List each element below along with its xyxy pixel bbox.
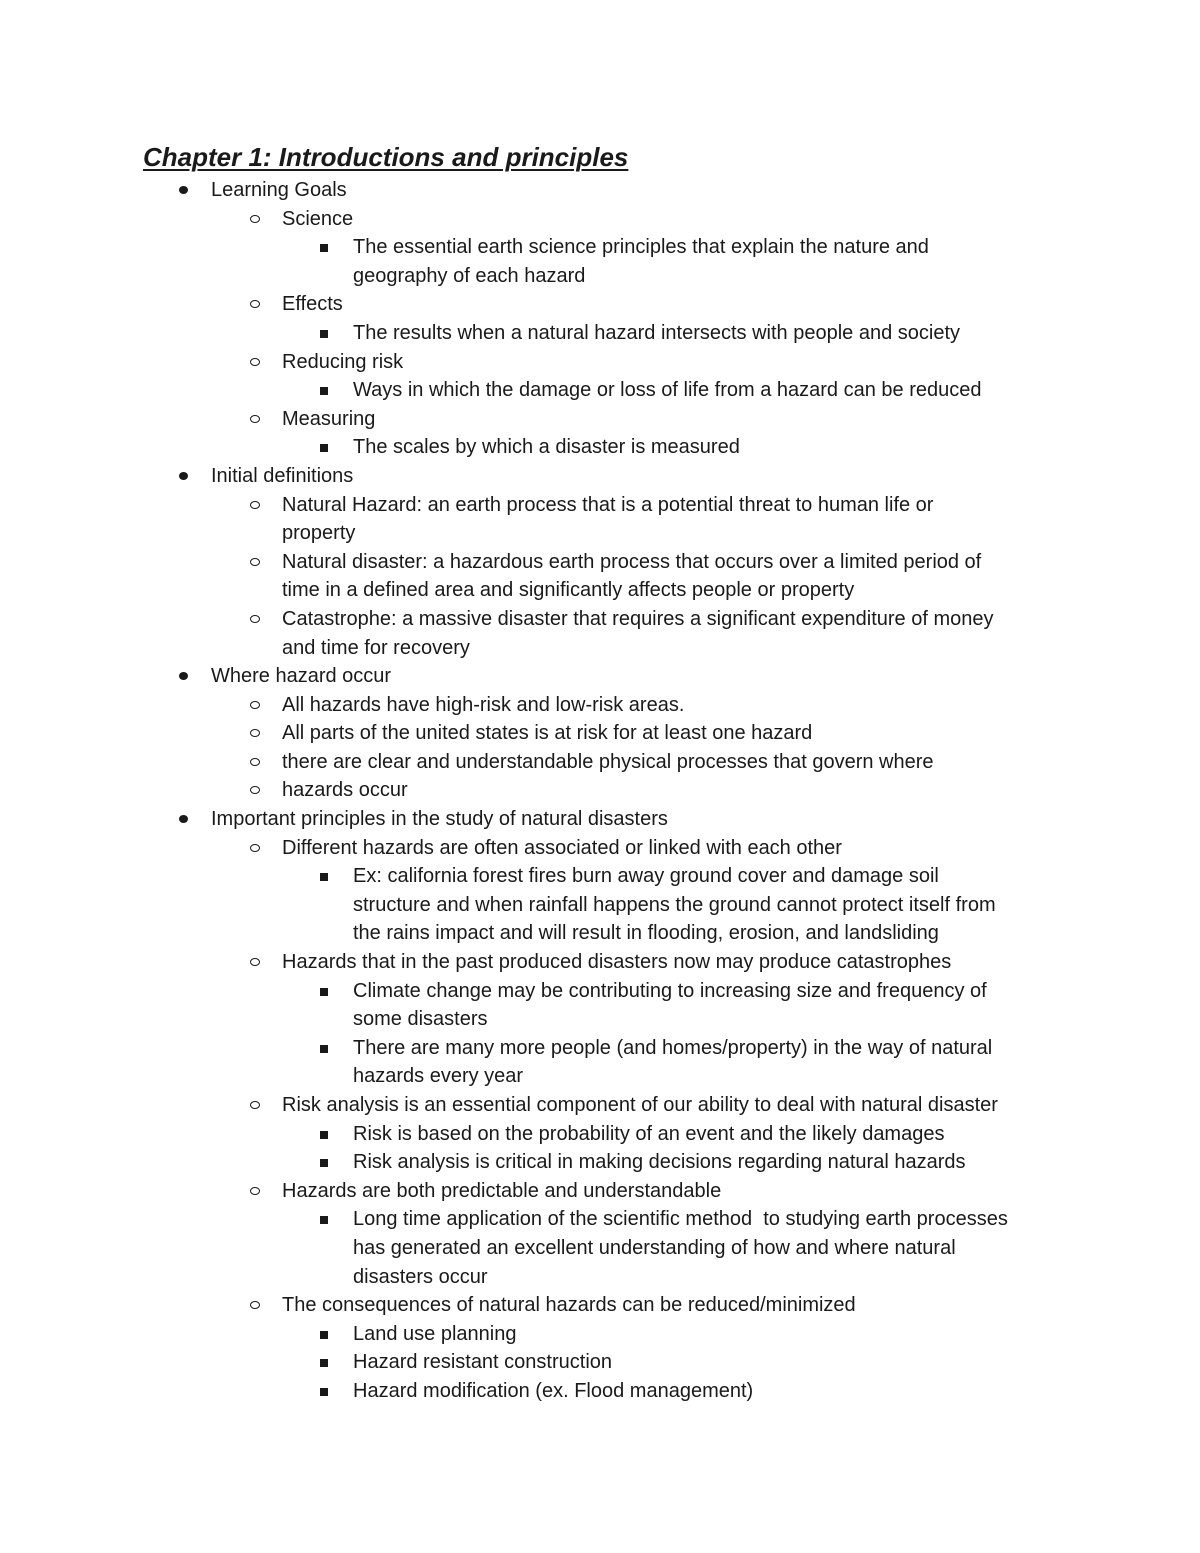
list-item-text: Hazard modification (ex. Flood management) [353,1379,754,1402]
filled-circle-bullet-icon [173,805,193,834]
outline-list [0,176,1200,1406]
hollow-circle-bullet-icon [245,748,265,777]
list-item-level-2 [0,548,1200,605]
list-item-text: Different hazards are often associated or linked with each other [282,836,842,859]
hollow-circle-bullet-icon [245,1091,265,1120]
list-item-text: The scales by which a disaster is measured [353,436,740,459]
hollow-circle-bullet-icon [245,1291,265,1320]
list-item-text: Catastrophe: a massive disaster that requires a significant expenditure of money and time for recovery [282,607,994,659]
list-item-text: Natural Hazard: an earth process that is a potential threat to human life or property [282,493,934,545]
list-item-text: The consequences of natural hazards can be reduced/minimized [282,1294,856,1317]
hollow-circle-bullet-icon [245,548,265,577]
hollow-circle-bullet-icon [245,719,265,748]
list-item-level-2 [0,491,1200,548]
list-item-text: Measuring [282,407,376,430]
list-item-text: Hazards that in the past produced disasters now may produce catastrophes [282,951,952,974]
hollow-circle-bullet-icon [245,834,265,863]
filled-circle-bullet-icon [173,462,193,491]
list-item-text: The results when a natural hazard intersects with people and society [353,321,961,344]
list-item-level-1 [0,176,1200,205]
hollow-circle-bullet-icon [245,491,265,520]
list-item-text: Risk analysis is critical in making decisions regarding natural hazards [353,1151,966,1174]
list-item-text: Hazard resistant construction [353,1351,613,1374]
hollow-circle-bullet-icon [245,1177,265,1206]
hollow-circle-bullet-icon [245,405,265,434]
square-bullet-icon [314,862,334,892]
list-item-level-3 [0,319,1200,348]
list-item-text: All parts of the united states is at risk for at least one hazard [282,722,813,745]
list-item-text: Important principles in the study of natural disasters [211,808,668,831]
list-item-text: All hazards have high-risk and low-risk areas. [282,693,685,716]
list-item-level-3 [0,1320,1200,1349]
square-bullet-icon [314,233,334,263]
list-item-text: Effects [282,293,343,316]
list-item-level-3 [0,977,1200,1034]
list-item-level-2 [0,205,1200,234]
filled-circle-bullet-icon [173,662,193,691]
list-item-level-2 [0,719,1200,748]
square-bullet-icon [314,1034,334,1064]
list-item-level-2 [0,605,1200,662]
square-bullet-icon [314,1205,334,1235]
list-item-text: Climate change may be contributing to increasing size and frequency of some disasters [353,979,987,1031]
list-item-level-3 [0,233,1200,290]
hollow-circle-bullet-icon [245,290,265,319]
list-item-text: Hazards are both predictable and understandable [282,1179,722,1202]
square-bullet-icon [314,977,334,1007]
list-item-text: Long time application of the scientific method to studying earth processes has generated an excellent understanding of how and where natural disasters occur [353,1208,1008,1288]
square-bullet-icon [314,1348,334,1378]
list-item-level-2 [0,405,1200,434]
list-item-level-1 [0,462,1200,491]
list-item-level-1 [0,805,1200,834]
list-item-level-3 [0,1148,1200,1177]
list-item-level-3 [0,1120,1200,1149]
list-item-text: Learning Goals [211,179,347,201]
list-item-level-3 [0,376,1200,405]
list-item-text: Ways in which the damage or loss of life from a hazard can be reduced [353,379,982,402]
list-item-text: There are many more people (and homes/property) in the way of natural hazards every year [353,1036,993,1088]
list-item-text: Land use planning [353,1322,517,1345]
list-item-text: Initial definitions [211,464,354,487]
list-item-level-2 [0,748,1200,777]
square-bullet-icon [314,1120,334,1150]
list-item-level-2 [0,776,1200,805]
square-bullet-icon [314,1320,334,1350]
list-item-level-2 [0,1177,1200,1206]
square-bullet-icon [314,1148,334,1178]
list-item-level-2 [0,348,1200,377]
square-bullet-icon [314,1377,334,1407]
list-item-level-3 [0,433,1200,462]
list-item-level-3 [0,1348,1200,1377]
list-item-level-2 [0,948,1200,977]
list-item-text: Natural disaster: a hazardous earth process that occurs over a limited period of time in a defined area and significantly affects people or property [282,550,982,602]
square-bullet-icon [314,319,334,349]
list-item-text: Risk is based on the probability of an event and the likely damages [353,1122,945,1145]
list-item-level-2 [0,834,1200,863]
square-bullet-icon [314,433,334,463]
list-item-text: there are clear and understandable physical processes that govern where [282,750,934,773]
hollow-circle-bullet-icon [245,205,265,234]
list-item-level-3 [0,862,1200,948]
hollow-circle-bullet-icon [245,348,265,377]
list-item-text: Reducing risk [282,350,404,373]
list-item-text: Science [282,207,354,230]
hollow-circle-bullet-icon [245,691,265,720]
list-item-level-2 [0,290,1200,319]
filled-circle-bullet-icon [173,176,193,205]
list-item-level-2 [0,1291,1200,1320]
list-item-text: Ex: california forest fires burn away ground cover and damage soil structure and when rainfall happens the ground cannot protect itself from the rains impact and will result in flooding, erosion, and landsliding [353,865,996,945]
list-item-text: hazards occur [282,779,408,802]
list-item-level-3 [0,1205,1200,1291]
list-item-level-2 [0,1091,1200,1120]
list-item-text: The essential earth science principles that explain the nature and geography of each hazard [353,236,929,287]
list-item-level-3 [0,1034,1200,1091]
hollow-circle-bullet-icon [245,948,265,977]
hollow-circle-bullet-icon [245,605,265,634]
list-item-level-3 [0,1377,1200,1406]
list-item-text: Where hazard occur [211,665,392,688]
hollow-circle-bullet-icon [245,776,265,805]
list-item-level-1 [0,662,1200,691]
list-item-level-2 [0,691,1200,720]
chapter-title: Chapter 1: Introductions and principles [143,142,629,172]
square-bullet-icon [314,376,334,406]
list-item-text: Risk analysis is an essential component of our ability to deal with natural disaster [282,1094,998,1116]
